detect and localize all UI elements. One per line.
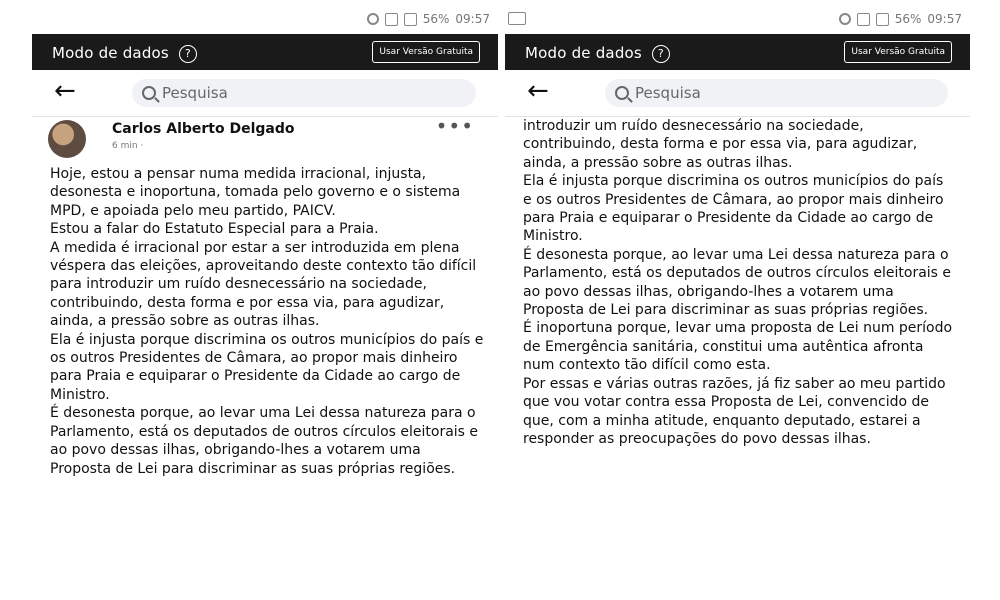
status-indicators xyxy=(367,12,490,26)
status-bar xyxy=(32,0,498,34)
search-icon xyxy=(142,86,156,100)
post-paragraph: Ela é injusta porque discrimina os outros municípios do país e os outros Presidentes de Câmara, ao propor mais dinheiro para Praia e equiparar o Presidente da Cidade ao cargo de Ministro. xyxy=(523,173,944,245)
right-screenshot xyxy=(505,0,970,600)
search-input[interactable] xyxy=(132,79,476,107)
status-indicators xyxy=(839,12,962,26)
settings-icon xyxy=(839,13,851,25)
search-bar xyxy=(32,70,498,117)
post-paragraph: É desonesta porque, ao levar uma Lei dessa natureza para o Parlamento, está os deputados de outros círculos eleitorais e ao povo dessas ilhas, obrigando-lhes a votarem uma Proposta de Lei para discriminar as suas próprias regiões. xyxy=(50,405,479,477)
post-paragraph: Por essas e várias outras razões, já fiz saber ao meu partido que vou votar contra essa Proposta de Lei, convencido de que, com a minha atitude, enquanto deputado, estarei a responder as preocupações do povo dessas ilhas. xyxy=(523,375,946,447)
search-placeholder: Pesquisa xyxy=(635,84,701,102)
post-paragraph: A medida é irracional por estar a ser introduzida em plena véspera das eleições, aproveitando deste contexto tão difícil para introduzir um ruído desnecessário na sociedade, contribuindo, desta forma e por essa via, para agudizar, ainda, a pressão sobre as outras ilhas. xyxy=(50,239,477,330)
post-paragraph: Ela é injusta porque discrimina os outros municípios do país e os outros Presidentes de Câmara, ao propor mais dinheiro para Praia e equiparar o Presidente da Cidade ao cargo de Ministro. xyxy=(50,331,484,403)
settings-icon xyxy=(367,13,379,25)
data-mode-bar xyxy=(32,34,498,70)
search-bar xyxy=(505,70,970,117)
search-input[interactable] xyxy=(605,79,948,107)
post-text xyxy=(523,117,956,448)
search-icon xyxy=(615,86,629,100)
back-arrow-icon[interactable]: ← xyxy=(527,76,549,106)
clock: 09:57 xyxy=(927,12,962,26)
info-icon[interactable]: ? xyxy=(179,45,197,63)
back-arrow-icon[interactable]: ← xyxy=(54,76,76,106)
signal-icon xyxy=(857,13,870,26)
post-paragraph: introduzir um ruído desnecessário na sociedade, contribuindo, desta forma e por essa via, para agudizar, ainda, a pressão sobre as outras ilhas. xyxy=(523,118,918,171)
data-mode-title: Modo de dados ? xyxy=(52,44,197,63)
more-options-icon[interactable]: ••• xyxy=(435,114,474,138)
image-icon xyxy=(508,12,526,25)
status-bar xyxy=(505,0,970,34)
free-version-button[interactable]: Usar Versão Gratuita xyxy=(844,41,952,63)
post-meta: 6 min · xyxy=(112,141,144,151)
battery-icon xyxy=(404,13,417,26)
left-screenshot xyxy=(32,0,498,600)
post-paragraph: É desonesta porque, ao levar uma Lei dessa natureza para o Parlamento, está os deputados de outros círculos eleitorais e ao povo dessas ilhas, obrigando-lhes a votarem uma Proposta de Lei para discriminar as suas próprias regiões. xyxy=(523,246,952,319)
battery-icon xyxy=(876,13,889,26)
search-placeholder: Pesquisa xyxy=(162,84,228,102)
post-header xyxy=(32,116,498,160)
post-paragraph: Estou a falar do Estatuto Especial para a Praia. xyxy=(50,221,379,238)
info-icon[interactable]: ? xyxy=(652,45,670,63)
data-mode-title: Modo de dados ? xyxy=(525,44,670,63)
battery-level: 56% xyxy=(894,12,922,26)
avatar[interactable] xyxy=(48,120,86,158)
data-mode-bar xyxy=(505,34,970,70)
clock: 09:57 xyxy=(455,12,490,26)
author-name[interactable]: Carlos Alberto Delgado xyxy=(112,121,295,137)
signal-icon xyxy=(385,13,398,26)
post-paragraph: Hoje, estou a pensar numa medida irracional, injusta, desonesta e inoportuna, tomada pelo governo e o sistema MPD, e apoiada pelo meu partido, PAICV. xyxy=(50,166,461,219)
post-text xyxy=(50,165,484,478)
battery-level: 56% xyxy=(422,12,450,26)
post-paragraph: É inoportuna porque, levar uma proposta de Lei num período de Emergência sanitária, constitui uma autêntica afronta num contexto tão difícil como esta. xyxy=(523,320,953,374)
free-version-button[interactable]: Usar Versão Gratuita xyxy=(372,41,480,63)
